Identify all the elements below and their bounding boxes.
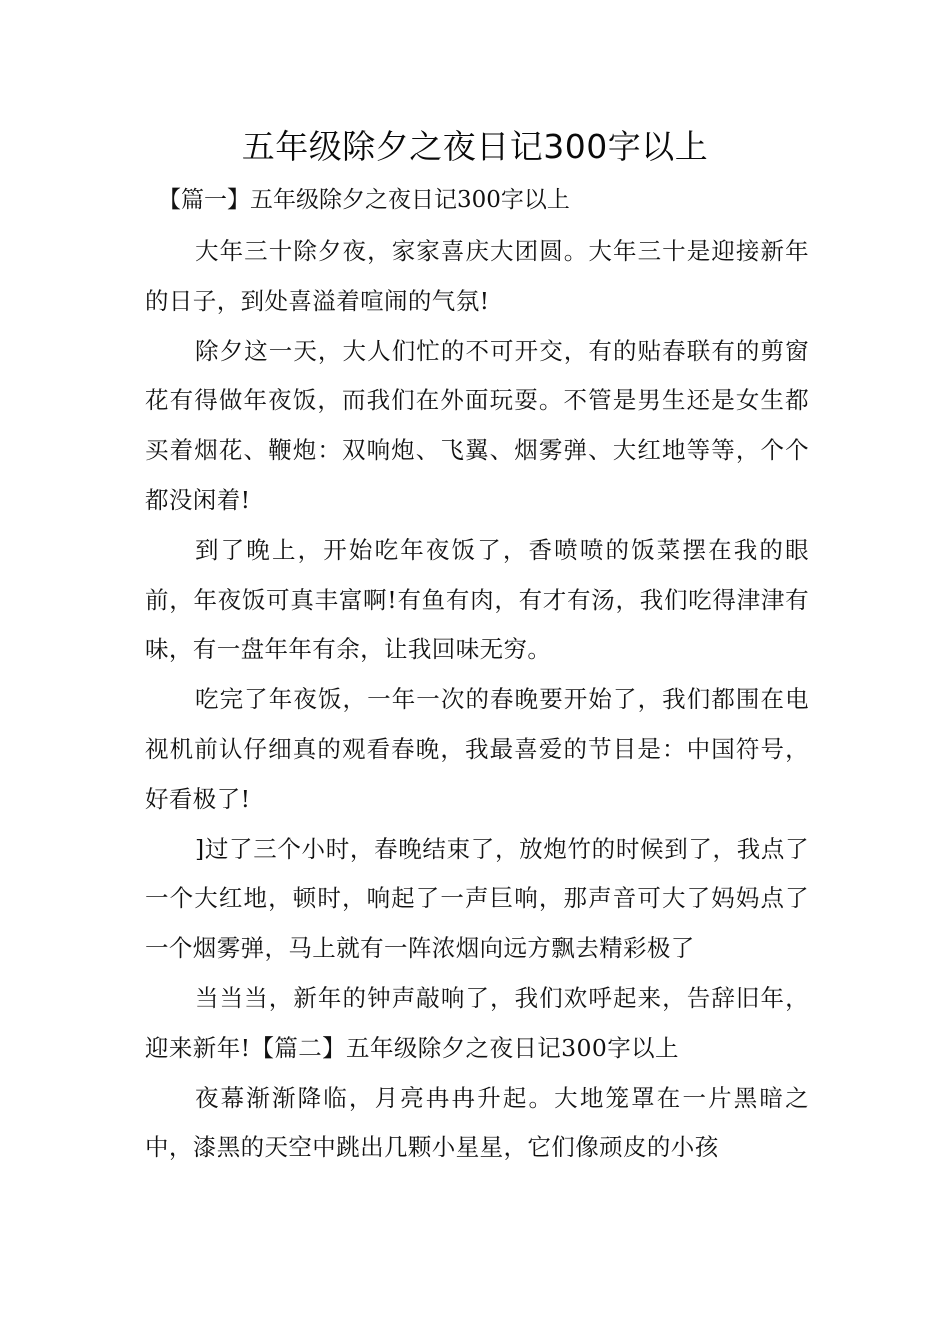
paragraph: 到了晚上，开始吃年夜饭了，香喷喷的饭菜摆在我的眼前，年夜饭可真丰富啊!有鱼有肉，有才有汤，我们吃得津津有味，有一盘年年有余，让我回味无穷。 [145,535,809,664]
paragraph: 当当当，新年的钟声敲响了，我们欢呼起来，告辞旧年，迎来新年!【篇二】五年级除夕之夜日记300字以上 [145,983,809,1062]
document-title: 五年级除夕之夜日记300字以上 [241,127,709,166]
paragraph: 吃完了年夜饭，一年一次的春晚要开始了，我们都围在电视机前认仔细真的观看春晚，我最喜爱的节目是：中国符号，好看极了! [145,685,809,813]
section-heading: 【篇一】五年级除夕之夜日记300字以上 [158,187,570,213]
paragraph: 大年三十除夕夜，家家喜庆大团圆。大年三十是迎接新年的日子，到处喜溢着喧闹的气氛! [145,237,809,315]
paragraph: 除夕这一天，大人们忙的不可开交，有的贴春联有的剪窗花有得做年夜饭，而我们在外面玩耍。不管是男生还是女生都买着烟花、鞭炮：双响炮、飞翼、烟雾弹、大红地等等，个个都没闲着! [145,336,809,514]
document-body [145,227,809,1173]
paragraph: 夜幕渐渐降临，月亮冉冉升起。大地笼罩在一片黑暗之中，漆黑的天空中跳出几颗小星星，它们像顽皮的小孩 [145,1083,809,1162]
paragraph: ]过了三个小时，春晚结束了，放炮竹的时候到了，我点了一个大红地，顿时，响起了一声巨响，那声音可大了妈妈点了一个烟雾弹，马上就有一阵浓烟向远方飘去精彩极了 [145,834,809,963]
